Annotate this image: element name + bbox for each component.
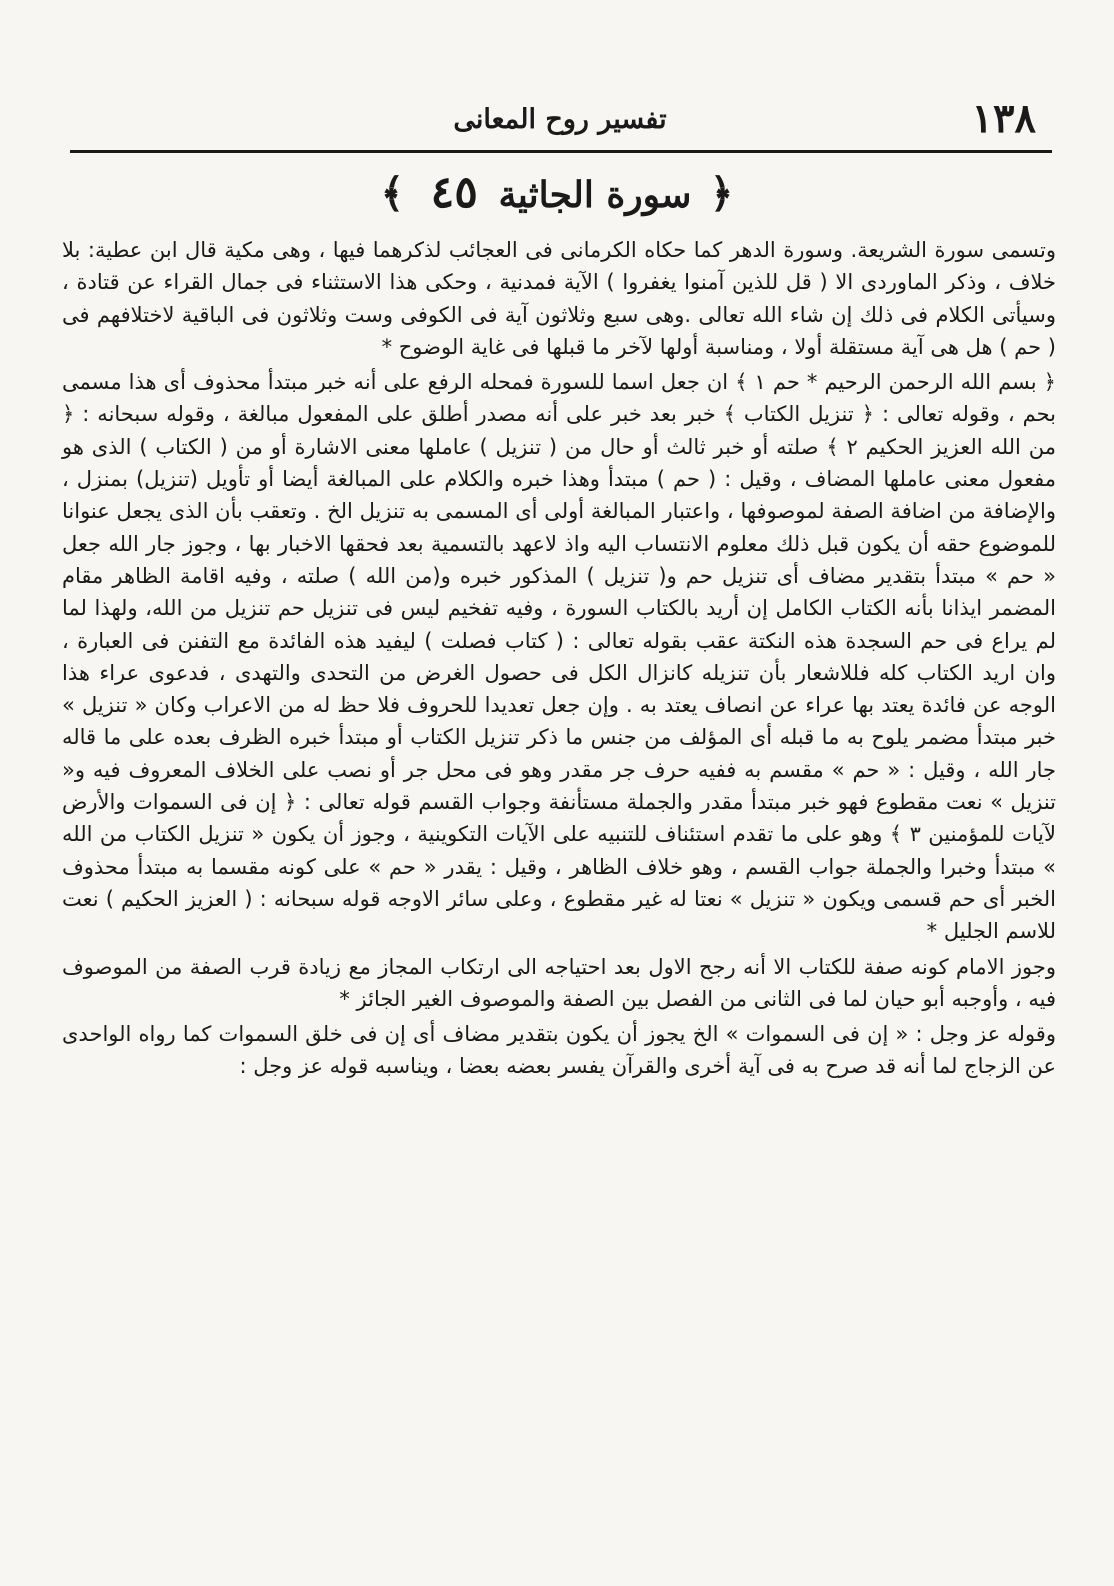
- surah-number: ٤٥: [430, 167, 478, 218]
- header-divider: [70, 150, 1052, 153]
- page-number: ١٣٨: [971, 95, 1036, 142]
- paragraph-continuation: وقوله عز وجل : « إن فى السموات » الخ يجوز أن يكون بتقدير مضاف أى إن فى خلق السموات كما رواه الواحدى عن الزجاج لما أنه قد صرح به فى آية أخرى والقرآن يفسر بعضه بعضا ، ويناسبه قوله عز وجل :: [62, 1022, 1056, 1079]
- body-text: [62, 234, 1056, 1083]
- page-header: [70, 95, 1050, 150]
- paragraph-commentary: ﴿ بسم الله الرحمن الرحيم * حم ١ ﴾ ان جعل اسما للسورة فمحله الرفع على أنه خبر مبتدأ محذوف أى هذا مسمى بحم ، وقوله تعالى : ﴿ تنزيل الكتاب ﴾ خبر بعد خبر على أنه مصدر أطلق على المفعول مبالغة ، وقوله سبحانه : ﴿ من الله العزيز الحكيم ٢ ﴾ صلته أو خبر ثالث أو حال من ( تنزيل ) عاملها معنى الاشارة أو من ( الكتاب ) الذى هو مفعول معنى عاملها المضاف ، وقيل : ( حم ) مبتدأ وهذا خبره والكلام على المبالغة أيضا أو تأويل (تنزيل) بمنزل ، والإضافة من اضافة الصفة لموصوفها ، واعتبار المبالغة أولى أى المسمى به تنزيل الخ . وتعقب بأن الذى يجعل عنوانا للموضوع حقه أن يكون قبل ذلك معلوم الانتساب اليه واذ لاعهد بالتسمية بعد فحقها الاخبار بها ، وجوز جار الله جعل « حم » مبتدأ بتقدير مضاف أى تنزيل حم و( تنزيل ) المذكور خبره و(من الله ) صلته ، وفيه اقامة الظاهر مقام المضمر ايذانا بأنه الكتاب الكامل إن أريد بالكتاب السورة ، وفيه تفخيم ليس فى تنزيل حم تنزيل من الله، ولهذا لما لم يراع فى حم السجدة هذه النكتة عقب بقوله تعالى : ( كتاب فصلت ) ليفيد هذه الفائدة مع التفنن فى العبارة ، وان اريد الكتاب كله فللاشعار بأن تنزيله كانزال الكل فى حصول الغرض من التحدى والتهدى ، فدعوى عراء هذا الوجه عن فائدة يعتد بها عراء عن انصاف يعتد به . وإن جعل تعديدا للحروف فلا حظ له من الاعراب وكان « تنزيل » خبر مبتدأ مضمر يلوح به ما قبله أى المؤلف من جنس ما ذكر تنزيل الكتاب أو مبتدأ خبره الظرف بعده على ما قاله جار الله ، وقيل : « حم » مقسم به ففيه حرف جر مقدر وهو فى محل جر أو نصب على الخلاف المعروف فيه و« تنزيل » نعت مقطوع فهو خبر مبتدأ مقدر والجملة مستأنفة وجواب القسم قوله تعالى : ﴿ إن فى السموات والأرض لآيات للمؤمنين ٣ ﴾ وهو على ما تقدم استئناف للتنبيه على الآيات التكوينية ، وجوز أن يكون « تنزيل الكتاب من الله » مبتدأ وخبرا والجملة جواب القسم ، وهو خلاف الظاهر ، وقيل : يقدر « حم » على كونه مقسما به مبتدأ محذوف الخبر أى حم قسمى ويكون « تنزيل » نعتا له غير مقطوع ، وعلى سائر الاوجه قوله سبحانه : ( العزيز الحكيم ) نعت للاسم الجليل *: [62, 370, 1056, 944]
- surah-heading: [0, 164, 1114, 224]
- ornamental-bracket-close: ﴾: [380, 170, 405, 217]
- paragraph-intro: وتسمى سورة الشريعة. وسورة الدهر كما حكاه الكرمانى فى العجائب لذكرهما فيها ، وهى مكية قال ابن عطية: بلا خلاف ، وذكر الماوردى الا ( قل للذين آمنوا يغفروا ) الآية فمدنية ، وحكى هذا الاستثناء فى جمال القراء عن قتادة ، وسيأتى الكلام فى ذلك إن شاء الله تعالى .وهى سبع وثلاثون آية فى الكوفى وست وثلاثون فى الباقية لاختلافهم فى ( حم ) هل هى آية مستقلة أولا ، ومناسبة أولها لآخر ما قبلها فى غاية الوضوح *: [62, 238, 1056, 359]
- running-title: تفسير روح المعانى: [453, 104, 667, 135]
- ornamental-bracket-open: ﴿: [709, 170, 734, 217]
- paragraph-imam: وجوز الامام كونه صفة للكتاب الا أنه رجح الاول بعد احتياجه الى ارتكاب المجاز مع زيادة قرب الصفة من الموصوف فيه ، وأوجبه أبو حيان لما فى الثانى من الفصل بين الصفة والموصوف الغير الجائز *: [62, 954, 1056, 1011]
- surah-name: سورة الجاثية: [498, 174, 692, 216]
